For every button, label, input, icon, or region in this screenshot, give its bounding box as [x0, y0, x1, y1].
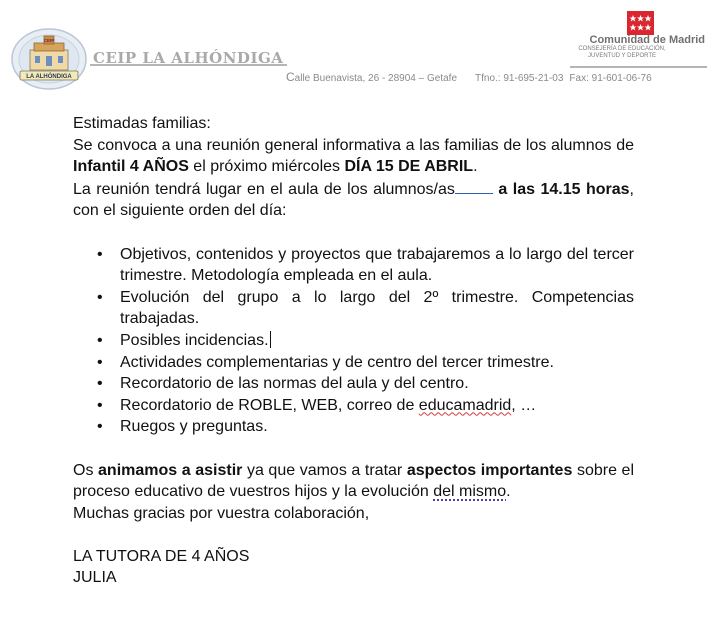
agenda-item-tail: , …: [511, 396, 537, 414]
comunidad-madrid-flag-icon: [627, 11, 654, 35]
authority-dept-line1: CONSEJERÍA DE EDUCACIÓN,: [578, 46, 666, 52]
greeting: Estimadas familias:: [73, 115, 211, 132]
authority-name: Comunidad de Madrid: [589, 34, 705, 46]
agenda-item: [73, 330, 634, 352]
thanks-line: Muchas gracias por vuestra colaboración,: [73, 504, 370, 522]
text-cursor: [270, 331, 271, 348]
header-rule-right: [570, 66, 707, 68]
school-address-line: [286, 70, 652, 84]
phone-number: Tfno.: 91-695-21-03: [475, 73, 564, 84]
signature-role: LA TUTORA DE 4 AÑOS: [73, 547, 250, 565]
intro-text-3: .: [473, 158, 478, 176]
meeting-time: a las 14.15 horas: [498, 180, 630, 198]
spellcheck-flagged-word[interactable]: educamadrid: [418, 396, 512, 414]
school-name: CEIP LA ALHÓNDIGA: [93, 49, 284, 67]
closing-bold-2: aspectos importantes: [406, 461, 573, 479]
closing-text-4: .: [506, 483, 511, 501]
logo-banner-text: LA ALHÓNDIGA: [26, 74, 72, 80]
agenda-item-text: Recordatorio de ROBLE, WEB, correo de: [120, 396, 419, 414]
agenda-list: [73, 244, 634, 438]
agenda-item: • Objetivos, contenidos y proyectos que trabajaremos a lo largo del tercer trimestre. Metodología empleada en el aula.: [73, 244, 634, 287]
intro-paragraph: [73, 135, 634, 178]
agenda-item: • Evolución del grupo a lo largo del 2º trimestre. Competencias trabajadas.: [73, 287, 634, 330]
address-first-letter: C: [286, 70, 295, 84]
agenda-item: • Actividades complementarias y de centro del tercer trimestre.: [73, 352, 634, 374]
place-paragraph: [73, 178, 634, 222]
agenda-item: • Recordatorio de las normas del aula y del centro.: [73, 373, 634, 395]
place-text-1: La reunión tendrá lugar en el aula de los alumnos/: [73, 180, 439, 198]
intro-group: Infantil 4 AÑOS: [73, 158, 189, 176]
intro-date: DÍA 15 DE ABRIL: [344, 158, 474, 176]
school-logo: [10, 26, 88, 90]
place-text-2: , con el siguiente orden del día:: [73, 180, 634, 220]
signature-name: JULIA: [73, 569, 117, 587]
closing-bold-1: animamos a asistir: [98, 461, 243, 479]
letter-body: [73, 113, 634, 589]
authority-dept-line2: JUVENTUD Y DEPORTE: [587, 52, 656, 59]
header-rule-left: [90, 64, 287, 66]
agenda-item: • Ruegos y preguntas.: [73, 416, 634, 438]
authority-department: [557, 46, 687, 59]
closing-text-1: Os: [73, 461, 99, 479]
closing-text-2: ya que vamos a tratar: [242, 461, 407, 479]
grammar-flagged-phrase[interactable]: del mismo: [433, 483, 507, 501]
agenda-item: [73, 395, 634, 417]
closing-text-3: sobre el proceso educativo de vuestros hijos y la evolución: [73, 461, 634, 501]
fax-number: Fax: 91-601-06-76: [569, 73, 652, 84]
address-street: alle Buenavista, 26 - 28904 – Getafe: [294, 73, 458, 84]
logo-top-text: CEIP: [43, 38, 55, 43]
place-as: as: [438, 180, 455, 198]
closing-paragraph: [73, 460, 634, 503]
intro-text-1: Se convoca a una reunión general informativa a las familias de los alumnos de: [73, 136, 634, 154]
intro-text-2: el próximo miércoles: [188, 158, 345, 176]
grammar-underline-mark: [455, 178, 493, 194]
agenda-item-text: Posibles incidencias.: [120, 331, 269, 349]
